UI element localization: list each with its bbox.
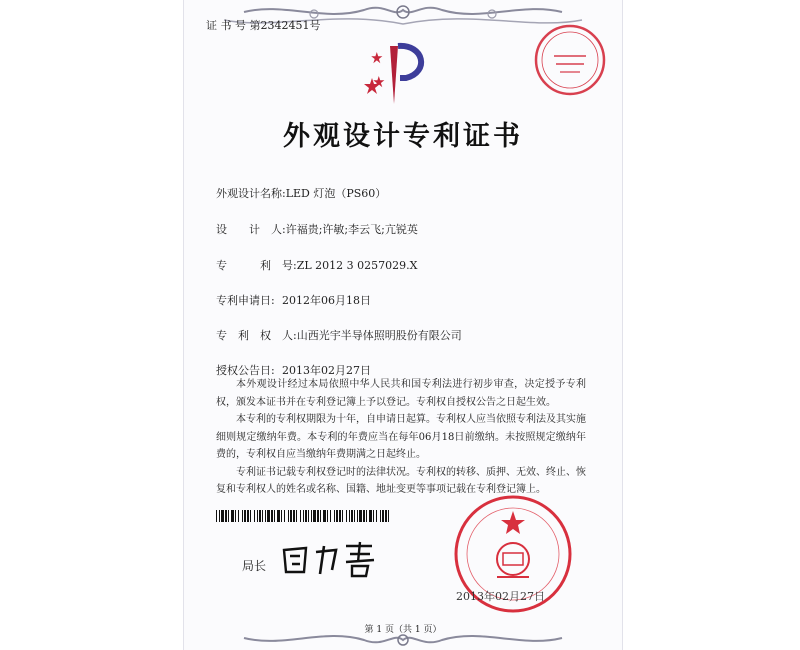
field-design-name xyxy=(216,185,386,201)
field-value: 许福贵;许敏;李云飞;亢锐英 xyxy=(285,223,418,236)
patent-office-logo xyxy=(360,38,440,114)
signature-label: 局长 xyxy=(242,559,267,573)
field-patentee xyxy=(216,327,462,343)
field-designers xyxy=(216,221,418,237)
field-patent-number xyxy=(216,257,417,273)
field-value: 2012年06月18日 xyxy=(282,294,371,307)
field-value: 山西光宇半导体照明股份有限公司 xyxy=(296,329,462,342)
field-label: 设 计 人: xyxy=(216,223,286,236)
field-label: 授权公告日: xyxy=(216,364,275,377)
certificate-number: 证 书 号 第2342451号 xyxy=(206,19,321,32)
small-red-seal xyxy=(532,22,608,98)
patent-certificate xyxy=(183,0,623,650)
field-label: 外观设计名称: xyxy=(216,187,286,200)
director-signature xyxy=(276,538,386,578)
paragraph-grant: 本外观设计经过本局依照中华人民共和国专利法进行初步审查，决定授予专利权，颁发本证书并在专利登记簿上予以登记。专利权自授权公告之日起生效。 xyxy=(216,379,586,408)
field-label: 专利申请日: xyxy=(216,294,275,307)
certificate-title: 外观设计专利证书 xyxy=(283,121,523,152)
field-label: 专 利 号: xyxy=(216,259,297,272)
certificate-body xyxy=(216,376,586,499)
barcode xyxy=(216,510,394,522)
stamp-date: 2013年02月27日 xyxy=(456,590,545,603)
field-label: 专 利 权 人: xyxy=(216,329,297,342)
field-value: ZL 2012 3 0257029.X xyxy=(296,259,418,272)
field-value: LED 灯泡（PS60） xyxy=(285,187,387,200)
field-application-date xyxy=(216,292,371,308)
paragraph-term: 本专利的专利权期限为十年，自申请日起算。专利权人应当依照专利法及其实施细则规定缴纳年费。本专利的年费应当在每年06月18日前缴纳。未按照规定缴纳年费的，专利权自应当缴纳年费期满之日起终止。 xyxy=(216,414,586,460)
field-value: 2013年02月27日 xyxy=(282,364,371,377)
page-footer: 第 1 页（共 1 页） xyxy=(364,625,442,635)
paragraph-register: 专利证书记载专利权登记时的法律状况。专利权的转移、质押、无效、终止、恢复和专利权人的姓名或名称、国籍、地址变更等事项记载在专利登记簿上。 xyxy=(216,466,586,495)
